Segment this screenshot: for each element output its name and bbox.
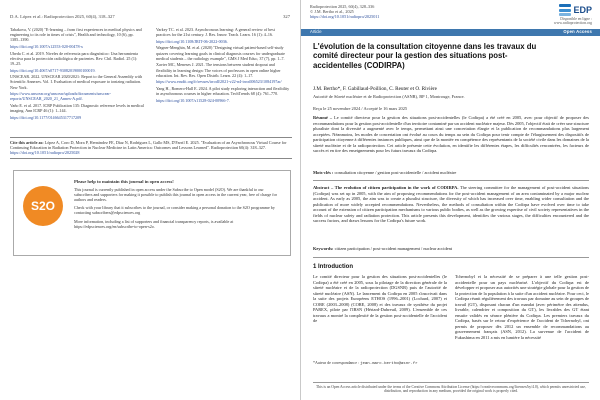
abstract-english-text: The steering committee for the management of post-accident situations (Codirpa) was set up in 2005, with the aim of proposing recommendations for the post-accident management of an area contaminated by a major nuclear accident. As early as 2005, the aim was to create a pluralist structure, the diversity of which has increased over time, enabling wider consultation and the publication of more widely accepted recommendations. Nevertheless, the methods of consultation within the Codirpa have evolved over time to take account of the extension of citizen participation mechanisms to various public bodies, as well as the growing expertise of civil society representatives in the fields of nuclear safety and radiation protection. This article presents this development, identifies the various stages, the difficulties encountered and the success factors, and draws lessons for the Codirpa's future work. xyxy=(313,185,589,223)
keywords-french-text: consultation citoyenne / gestion post-accidentelle / accident nucléaire xyxy=(334,170,457,175)
reference-link[interactable]: https://doi.org/10.1007/s11528-024-00966-7. xyxy=(156,97,230,103)
affiliation: Autorité de Sûreté nucléaire et de Radioprotection (ASNR), BP 1, Montrouge, France. xyxy=(313,94,465,99)
copyright-line: © J.M. Bertho et al., 2025 xyxy=(310,9,354,15)
reference-link[interactable]: https://doi.org/10.1007/s12553-020-00478-x xyxy=(10,44,83,49)
s2o-paragraph: Check with your library that it subscribes to the journal, or consider making a personal donation to the S2O programme by contacting subscribers@edpsciences.org xyxy=(74,205,275,216)
abstract-french xyxy=(313,115,589,154)
s2o-logo: S2O xyxy=(23,186,63,226)
s2o-text xyxy=(74,179,282,232)
reference-entry: Vaño E. et al. 2017. ICRP Publication 135: Diagnostic reference levels in medical imaging. Ann ICRP 46 (1): 1–144. xyxy=(10,102,144,114)
s2o-paragraph: More information, including a list of supporters and financial transparency reports, is available at https://edpsciences.org/en/subscribe-to-open-s2o. xyxy=(74,218,234,229)
article-type: Article xyxy=(310,29,322,34)
publisher-logo xyxy=(559,4,592,16)
author-email-link[interactable]: jean-marc.bertho@asnr.fr xyxy=(360,362,418,366)
references-column-1 xyxy=(10,27,144,121)
reference-entry: Yang H., Romero-Hall E. 2024. A pilot study exploring interaction and flexibility in asynchronous courses in higher education. TechTrends 68 (4): 761–770. xyxy=(156,85,290,97)
license-notice: This is an Open Access article distributed under the terms of the Creative Commons Attribution License (https://creativecommons.org/licenses/by/4.0), which permits unrestricted use, distribution, and reproduction in any medium, provided the original work is properly cited. xyxy=(313,382,589,394)
citation-doi-link[interactable]: https://doi.org/10.1051/radiopro/2025028 xyxy=(10,150,80,156)
keywords-english-text: citizen participation / post-accident management / nuclear accident xyxy=(334,246,453,251)
citation-lead: Cite this article as: xyxy=(10,140,44,145)
citation-notice xyxy=(10,137,292,159)
publisher-brand xyxy=(528,4,592,26)
right-page xyxy=(301,0,600,400)
keywords-french-label: Mots-clés : xyxy=(313,170,334,175)
keywords-french xyxy=(313,170,589,176)
divider xyxy=(313,180,589,181)
journal-header xyxy=(310,4,379,20)
author-list: J.M. Bertho*, F. Gabillaud-Poillion, C. Reuter et O. Rivière xyxy=(313,86,437,92)
article-type-bar xyxy=(301,29,600,36)
footnote-label: *Auteur de correspondance : xyxy=(313,360,360,365)
s2o-paragraph: This journal is currently published in open access under the Subscribe to Open model (S2O). We are thankful to our subscribers and supporters for making it possible to publish this journal in open access in the current year, free of charge for authors and readers. xyxy=(74,187,278,203)
keywords-english xyxy=(313,246,589,252)
reference-entry: Xavier MC, Meneses J. 2021. The tensions between student dropout and flexibility in learning design: The voices of professors in open online higher education. Int. Rev. Res. Open Distrib. Learn. 22 (4): 1–17. xyxy=(156,62,281,78)
references-column-2 xyxy=(156,27,290,104)
availability-note xyxy=(554,17,592,26)
abstract-english-title: The evolution of citizen participation in the work of CODIRPA. xyxy=(334,185,459,190)
reference-link[interactable]: https://www.unscear.org/unscear/uploads/documents/unscear-reports/UNSCEAR_2020_21_Annex-A.pdf. xyxy=(10,91,111,102)
section-heading: 1 Introduction xyxy=(313,264,353,270)
citation-text: López A, Coro D, Mora P, Hernández FE, Díaz N, Rodríguez L, Gallo MS, D'Farril E. 2025. "Evaluation of an Asynchronous Virtual Course for Continuing Education in Radiation Protection in Nuclear Medicine in Latin America: Outcomes and Lessons Learned". Radioprotection 60(4): 318–327. xyxy=(10,140,287,151)
publisher-stack-icon xyxy=(559,4,571,16)
abstract-english-label: Abstract – xyxy=(313,185,334,190)
reference-entry: Ubeda C. et al. 2019. Niveles de referencia para diagnóstico: Una herramienta efectiva para la protección radiológica de pacientes. Rev. Chil. Radiol. 25 (1): 19–25. xyxy=(10,50,138,66)
body-column-1: Le comité directeur pour la gestion des situations post-accidentelles (le Codirpa) a été créé en 2005, sous la pilotage de la direction générale de la sûreté nucléaire et de la radioprotection (DGSNR) puis de l'autorité de sûreté nucléaire (ASN). Le lancement du Codirpa en 2005 s'inscrivait dans la suite des projets Européens ETHOS (1996–2001) (Lochard, 2007) et CORE (2003–2008) (CORE, 2008) et des travaux de synthèse du projet PAREX, pilote par l'IRSN (Hériard-Dubreuil, 2009). L'ensemble de ces travaux a montré la complexité de la gestion post-accidentelle de l'accident de xyxy=(313,274,447,323)
reference-link[interactable]: https://www.erudit.org/fr/revues/irrodl/2021-v22-n4-irrodl06523/1084197ar/ xyxy=(156,79,282,85)
s2o-heading: Please help to maintain this journal in open access! xyxy=(74,179,174,184)
keywords-english-label: Keywords: xyxy=(313,246,334,251)
journal-citation: Radioprotection 2025, 60(4), 328–336 xyxy=(310,4,375,9)
divider xyxy=(313,257,589,258)
open-access-label: Open Access xyxy=(563,29,592,34)
reference-link[interactable]: https://doi.org/10.4067/s0717-93082019000100019. xyxy=(10,67,96,73)
page-number: 327 xyxy=(283,14,290,19)
subscribe-to-open-box xyxy=(13,170,291,256)
reference-entry: Tabakova, V. (2020) "E-learning – from first experiences in medical physics and engineering to its role in times of crisis", Health and technology, 10 (6), pp. 1385–1390. xyxy=(10,27,142,43)
corresponding-author-footnote xyxy=(313,360,418,366)
reference-link[interactable]: https://doi.org/10.1177/0146645317717209 xyxy=(10,114,82,120)
abstract-french-label: Résumé – xyxy=(313,115,333,120)
reference-entry: UNSCEAR. 2022. UNSCEAR 2020/2021: Report to the General Assembly with Scientific Annexes. Vol. I. Evaluation of medical exposure to ionizing radiation. New York. xyxy=(10,74,143,90)
received-accepted-dates: Reçu le 25 novembre 2024 / Accepté le 16 mars 2025 xyxy=(313,106,408,111)
reference-entry: Wagner-Menghin, M. et al. (2020) "Designing virtual patient-based self-study quizzes covering learning goals in clinical diagnosis courses for undergraduate medical students – the radiology example", GMS J Med Educ, 37 (7), pp. 1–7. xyxy=(156,45,285,61)
journal-website-link[interactable]: www.radioprotection.org xyxy=(553,21,592,26)
reference-entry: Varkey TC. et al. 2023. Asynchronous learning: A general review of best practices for the 21st century. J. Res. Innov. Teach. Learn. 16 (1): 4–16. xyxy=(156,27,275,38)
publisher-name: EDP xyxy=(573,5,592,15)
abstract-french-text: Le comité directeur pour la gestion des situations post-accidentelles (le Codirpa) a été créé en 2005, avec pour objectif de proposer des recommandations pour la gestion post-accidentelle d'un territoire contaminé par un accident nucléaire majeur. Dès 2005, l'objectif était de créer une structure pluraliste dont la diversité a augmenté avec le temps, permettant ainsi une concertation élargie et la publication de recommandations plus largement acceptées. Néanmoins, les modes de concertation ont évolué au cours du temps au sein du Codirpa pour tenir compte de l'élargissement des dispositifs de participation citoyenne à différentes instances publiques, ainsi que de la montée en compétence des représentants de la société civile dans les domaines de la sûreté nucléaire et de la radioprotection. Cet article présente cette évolution, en identifie les différentes étapes, les difficultés rencontrées, les facteurs de succès et en tire des enseignements pour les futurs travaux du Codirpa. xyxy=(313,115,589,153)
body-column-2: Tchernobyl et la nécessité de se préparer à une telle gestion post-accidentelle pour un pays nucléarisé. L'objectif du Codirpa est de développer et proposer aux autorités une stratégie globale pour la gestion de la protection de la population à la suite d'un accident nucléaire. Pour ceci, le Codirpa réunit régulièrement des travaux par domaine au sein de groupes de travail (GT), disposant chacun d'un mandat (avec périmètre des attendus, livrable, calendrier et composition du GT), les livrables des GT étant ensuite validés en séance plénière du Codirpa. Les premiers travaux du Codirpa, basés sur le retour d'expérience de l'accident de Tchernobyl, ont permis de proposer dès 2012 un ensemble de recommandations au gouvernement français (ASN, 2012). La survenue de l'accident de Fukushima en 2011 a mis en lumière la nécessité xyxy=(455,274,589,340)
reference-link[interactable]: https://doi.org/10.1108/JRIT-06-2022-0036. xyxy=(156,38,228,44)
doi-link[interactable]: https://doi.org/10.1051/radiopro/2025011 xyxy=(310,14,380,20)
article-title: L'évolution de la consultation citoyenne dans les travaux du comité directeur pour la gestion des situations post-accidentelles (CODIRPA) xyxy=(313,42,537,70)
running-head-text: D.A. López et al.: Radioprotection 2025, 60(4), 318–327 xyxy=(10,14,115,19)
availability-label: Disponible en ligne : xyxy=(560,17,592,21)
running-head xyxy=(10,14,290,19)
abstract-english xyxy=(313,185,589,224)
